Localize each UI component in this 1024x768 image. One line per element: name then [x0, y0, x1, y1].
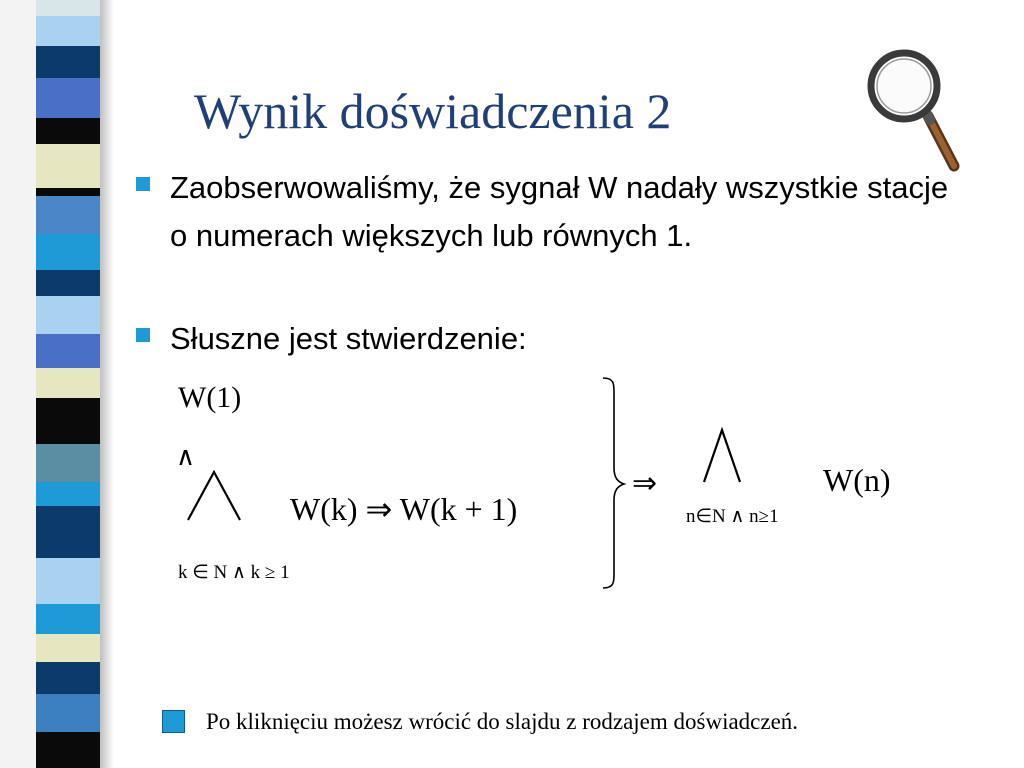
- formula-implication: W(k) ⇒ W(k + 1): [290, 491, 518, 527]
- back-to-experiments-link[interactable]: [162, 708, 962, 738]
- slide-title: Wynik doświadczenia 2: [194, 83, 672, 139]
- formula-w1: W(1): [178, 381, 242, 414]
- bullet-text: Słuszne jest stwierdzenie:: [170, 321, 527, 356]
- bullet-text: Zaobserwowaliśmy, że sygnał W nadały wszystkie stacje o numerach większych lub równych 1.: [170, 170, 949, 253]
- right-brace: [603, 378, 624, 588]
- big-and-symbol: [188, 472, 240, 520]
- action-button-square[interactable]: [162, 710, 185, 733]
- formula-index-n: n∈N ∧ n≥1: [686, 506, 779, 527]
- formula-index-k: k ∈ N ∧ k ≥ 1: [178, 562, 290, 583]
- formula-and-symbol: ∧: [176, 442, 196, 471]
- big-and-symbol-result: [704, 430, 740, 482]
- formula-implies: ⇒: [632, 467, 658, 500]
- link-text[interactable]: Po kliknięciu możesz wrócić do slajdu z rodzajem doświadczeń.: [206, 709, 799, 734]
- formula-result: W(n): [823, 462, 891, 498]
